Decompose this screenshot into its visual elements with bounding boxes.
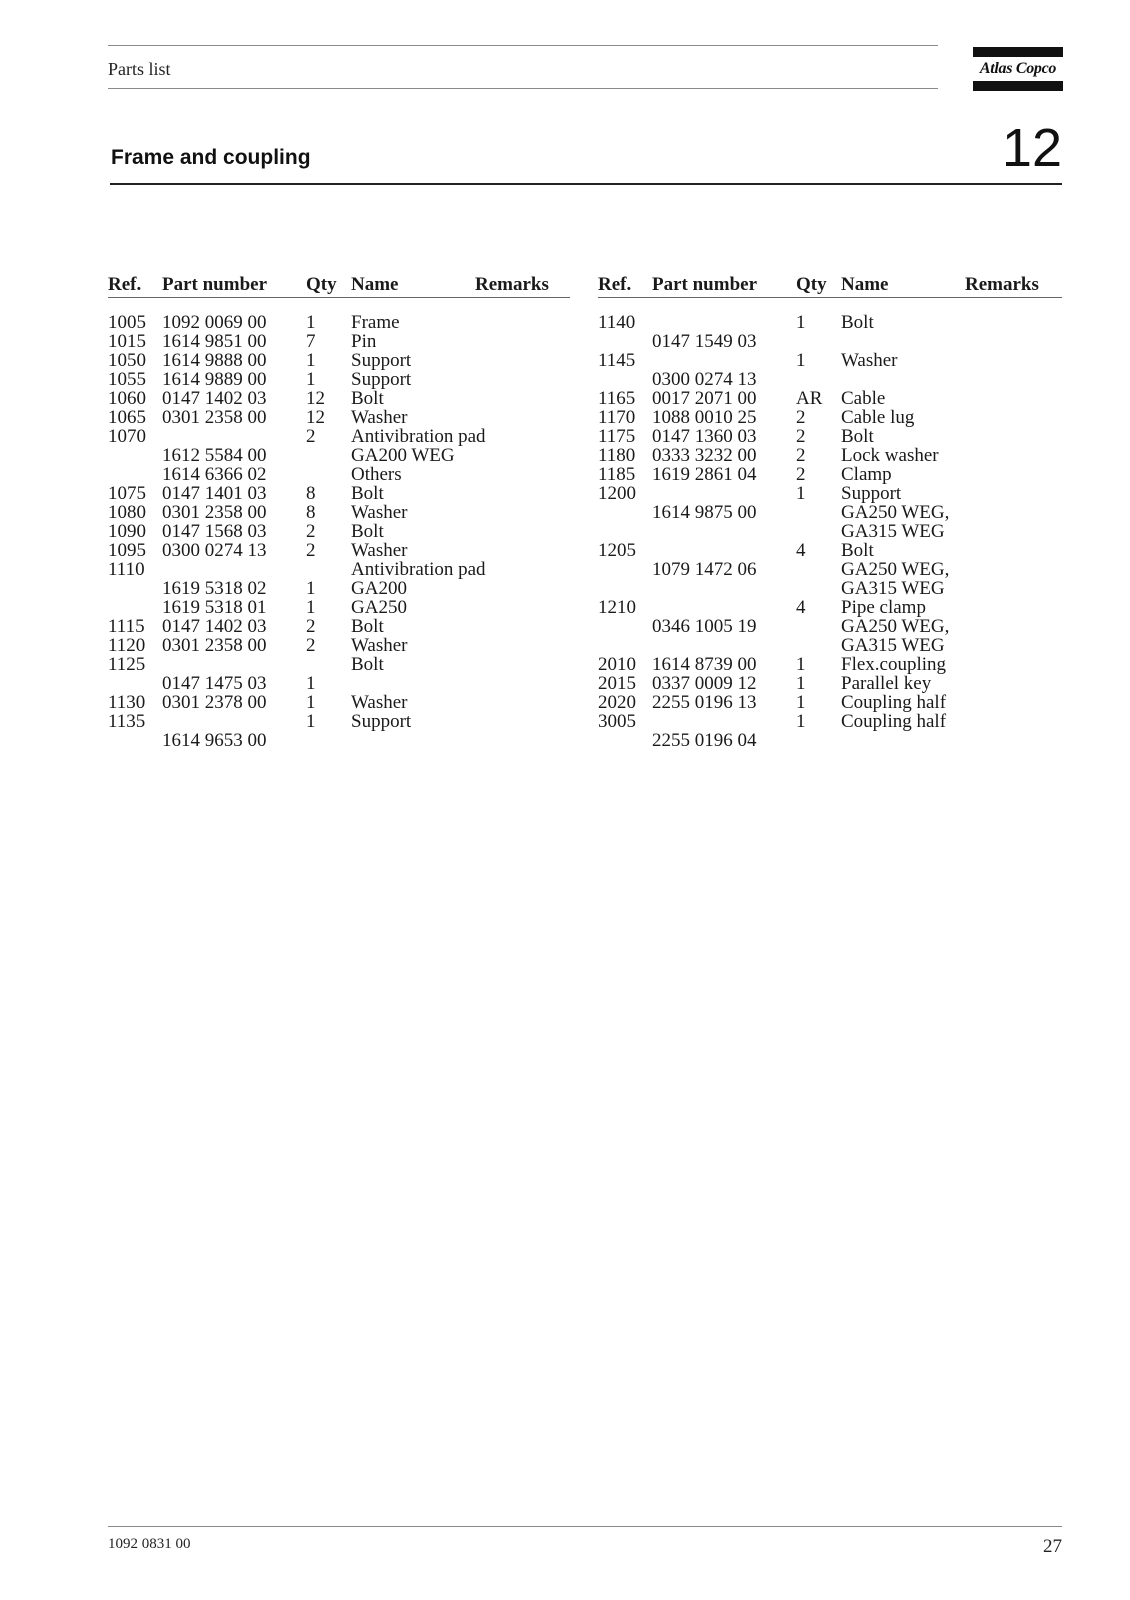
part-number-cell: 0147 1401 03 bbox=[162, 483, 267, 504]
name-cell: GA315 WEG bbox=[841, 521, 945, 542]
right-header-rule bbox=[598, 297, 1062, 298]
name-cell: Bolt bbox=[351, 388, 384, 409]
left-col-part-number: Part number bbox=[162, 274, 268, 295]
qty-cell: 4 bbox=[796, 597, 806, 618]
part-number-cell: 0301 2358 00 bbox=[162, 407, 267, 428]
name-cell: GA250 WEG, bbox=[841, 616, 950, 637]
table-row bbox=[108, 560, 578, 579]
ref-cell: 1125 bbox=[108, 654, 146, 675]
left-col-remarks: Remarks bbox=[475, 274, 549, 295]
ref-cell: 1120 bbox=[108, 635, 146, 656]
right-parts-table bbox=[598, 313, 1068, 750]
name-cell: Pipe clamp bbox=[841, 597, 926, 618]
ref-cell: 1015 bbox=[108, 331, 146, 352]
name-cell: Bolt bbox=[351, 616, 384, 637]
section-title: Frame and coupling bbox=[111, 146, 311, 169]
qty-cell: 1 bbox=[306, 312, 316, 333]
name-cell: GA315 WEG bbox=[841, 578, 945, 599]
part-number-cell: 2255 0196 13 bbox=[652, 692, 757, 713]
qty-cell: 1 bbox=[796, 312, 806, 333]
name-cell: GA250 bbox=[351, 597, 407, 618]
part-number-cell: 0333 3232 00 bbox=[652, 445, 757, 466]
ref-cell: 1065 bbox=[108, 407, 146, 428]
ref-cell: 1180 bbox=[598, 445, 636, 466]
name-cell: GA250 WEG, bbox=[841, 502, 950, 523]
name-cell: Washer bbox=[841, 350, 898, 371]
part-number-cell: 0300 0274 13 bbox=[162, 540, 267, 561]
name-cell: Bolt bbox=[351, 521, 384, 542]
qty-cell: 1 bbox=[796, 654, 806, 675]
qty-cell: 2 bbox=[306, 426, 316, 447]
left-col-qty: Qty bbox=[306, 274, 337, 295]
qty-cell: 12 bbox=[306, 388, 325, 409]
name-cell: Cable lug bbox=[841, 407, 915, 428]
part-number-cell: 0147 1402 03 bbox=[162, 616, 267, 637]
table-row bbox=[598, 503, 1068, 522]
name-cell: Washer bbox=[351, 407, 408, 428]
qty-cell: 1 bbox=[796, 692, 806, 713]
qty-cell: 7 bbox=[306, 331, 316, 352]
name-cell: GA200 WEG bbox=[351, 445, 455, 466]
ref-cell: 1210 bbox=[598, 597, 636, 618]
part-number-cell: 1079 1472 06 bbox=[652, 559, 757, 580]
name-cell: Pin bbox=[351, 331, 377, 352]
qty-cell: 2 bbox=[796, 445, 806, 466]
part-number-cell: 1614 8739 00 bbox=[652, 654, 757, 675]
qty-cell: 2 bbox=[796, 426, 806, 447]
table-row bbox=[108, 693, 578, 712]
table-row bbox=[108, 503, 578, 522]
table-row bbox=[108, 674, 578, 693]
ref-cell: 1075 bbox=[108, 483, 146, 504]
ref-cell: 1175 bbox=[598, 426, 636, 447]
table-row bbox=[108, 598, 578, 617]
left-header-rule bbox=[108, 297, 570, 298]
ref-cell: 1110 bbox=[108, 559, 145, 580]
qty-cell: 1 bbox=[796, 483, 806, 504]
name-cell: Bolt bbox=[841, 426, 874, 447]
table-row bbox=[108, 370, 578, 389]
ref-cell: 3005 bbox=[598, 711, 636, 732]
qty-cell: 8 bbox=[306, 502, 316, 523]
doc-number: 1092 0831 00 bbox=[108, 1536, 191, 1552]
table-row bbox=[108, 636, 578, 655]
name-cell: Clamp bbox=[841, 464, 892, 485]
table-row bbox=[598, 332, 1068, 351]
table-row bbox=[598, 313, 1068, 332]
ref-cell: 1060 bbox=[108, 388, 146, 409]
qty-cell: 1 bbox=[306, 578, 316, 599]
table-row bbox=[598, 598, 1068, 617]
name-cell: Bolt bbox=[841, 312, 874, 333]
qty-cell: 4 bbox=[796, 540, 806, 561]
table-row bbox=[598, 560, 1068, 579]
part-number-cell: 0301 2358 00 bbox=[162, 635, 267, 656]
table-row bbox=[598, 541, 1068, 560]
right-col-remarks: Remarks bbox=[965, 274, 1039, 295]
ref-cell: 2015 bbox=[598, 673, 636, 694]
ref-cell: 1170 bbox=[598, 407, 636, 428]
part-number-cell: 1088 0010 25 bbox=[652, 407, 757, 428]
logo-bottom-bar bbox=[973, 81, 1063, 91]
part-number-cell: 0346 1005 19 bbox=[652, 616, 757, 637]
ref-cell: 1055 bbox=[108, 369, 146, 390]
part-number-cell: 1619 5318 02 bbox=[162, 578, 267, 599]
ref-cell: 1140 bbox=[598, 312, 636, 333]
ref-cell: 1185 bbox=[598, 464, 636, 485]
name-cell: Support bbox=[841, 483, 902, 504]
doc-label: Parts list bbox=[108, 59, 171, 79]
table-row bbox=[108, 313, 578, 332]
header-bottom-rule bbox=[108, 88, 938, 89]
name-cell: Bolt bbox=[351, 483, 384, 504]
table-row bbox=[598, 446, 1068, 465]
table-row bbox=[108, 712, 578, 731]
qty-cell: 1 bbox=[306, 597, 316, 618]
name-cell: Coupling half bbox=[841, 711, 947, 732]
table-row bbox=[598, 427, 1068, 446]
name-cell: Antivibration pad bbox=[351, 426, 486, 447]
ref-cell: 1050 bbox=[108, 350, 146, 371]
right-col-part-number: Part number bbox=[652, 274, 758, 295]
part-number-cell: 0300 0274 13 bbox=[652, 369, 757, 390]
qty-cell: 2 bbox=[796, 464, 806, 485]
part-number-cell: 0147 1475 03 bbox=[162, 673, 267, 694]
name-cell: GA200 bbox=[351, 578, 407, 599]
part-number-cell: 1614 9653 00 bbox=[162, 730, 267, 751]
ref-cell: 1080 bbox=[108, 502, 146, 523]
part-number-cell: 1614 9888 00 bbox=[162, 350, 267, 371]
table-row bbox=[108, 427, 578, 446]
name-cell: Bolt bbox=[351, 654, 384, 675]
logo-top-bar bbox=[973, 47, 1063, 57]
name-cell: GA315 WEG bbox=[841, 635, 945, 656]
qty-cell: 1 bbox=[306, 692, 316, 713]
ref-cell: 1070 bbox=[108, 426, 146, 447]
left-parts-table bbox=[108, 313, 578, 750]
ref-cell: 1130 bbox=[108, 692, 146, 713]
table-row bbox=[108, 655, 578, 674]
table-row bbox=[108, 351, 578, 370]
table-row bbox=[108, 408, 578, 427]
ref-cell: 1145 bbox=[598, 350, 636, 371]
qty-cell: AR bbox=[796, 388, 823, 409]
table-row bbox=[598, 655, 1068, 674]
qty-cell: 2 bbox=[306, 635, 316, 656]
table-row bbox=[108, 731, 578, 750]
table-row bbox=[598, 636, 1068, 655]
table-row bbox=[108, 446, 578, 465]
right-col-name: Name bbox=[841, 274, 889, 295]
left-col-ref: Ref. bbox=[108, 274, 142, 295]
part-number-cell: 1614 6366 02 bbox=[162, 464, 267, 485]
left-col-name: Name bbox=[351, 274, 399, 295]
name-cell: Bolt bbox=[841, 540, 874, 561]
part-number-cell: 1619 5318 01 bbox=[162, 597, 267, 618]
table-row bbox=[108, 522, 578, 541]
header-top-rule bbox=[108, 45, 938, 46]
table-row bbox=[108, 617, 578, 636]
table-row bbox=[108, 541, 578, 560]
ref-cell: 1115 bbox=[108, 616, 145, 637]
brand-name: Atlas Copco bbox=[979, 60, 1057, 77]
section-number: 12 bbox=[1001, 118, 1062, 178]
table-row bbox=[108, 389, 578, 408]
qty-cell: 2 bbox=[306, 521, 316, 542]
brand-logo bbox=[973, 47, 1063, 91]
table-row bbox=[598, 370, 1068, 389]
part-number-cell: 1092 0069 00 bbox=[162, 312, 267, 333]
name-cell: Cable bbox=[841, 388, 886, 409]
table-row bbox=[598, 579, 1068, 598]
ref-cell: 1135 bbox=[108, 711, 146, 732]
qty-cell: 1 bbox=[306, 673, 316, 694]
qty-cell: 1 bbox=[306, 350, 316, 371]
ref-cell: 1205 bbox=[598, 540, 636, 561]
part-number-cell: 0147 1549 03 bbox=[652, 331, 757, 352]
ref-cell: 1165 bbox=[598, 388, 636, 409]
ref-cell: 2020 bbox=[598, 692, 636, 713]
table-row bbox=[598, 351, 1068, 370]
table-row bbox=[598, 674, 1068, 693]
part-number-cell: 1612 5584 00 bbox=[162, 445, 267, 466]
right-col-ref: Ref. bbox=[598, 274, 632, 295]
qty-cell: 1 bbox=[306, 711, 316, 732]
table-row bbox=[108, 465, 578, 484]
table-row bbox=[598, 522, 1068, 541]
qty-cell: 1 bbox=[796, 350, 806, 371]
ref-cell: 1090 bbox=[108, 521, 146, 542]
part-number-cell: 1614 9875 00 bbox=[652, 502, 757, 523]
table-row bbox=[108, 484, 578, 503]
table-row bbox=[598, 408, 1068, 427]
name-cell: Antivibration pad bbox=[351, 559, 486, 580]
qty-cell: 2 bbox=[796, 407, 806, 428]
qty-cell: 8 bbox=[306, 483, 316, 504]
part-number-cell: 1614 9851 00 bbox=[162, 331, 267, 352]
name-cell: Washer bbox=[351, 540, 408, 561]
ref-cell: 1200 bbox=[598, 483, 636, 504]
name-cell: Washer bbox=[351, 692, 408, 713]
table-row bbox=[108, 332, 578, 351]
qty-cell: 2 bbox=[306, 616, 316, 637]
qty-cell: 12 bbox=[306, 407, 325, 428]
name-cell: Washer bbox=[351, 635, 408, 656]
name-cell: Flex.coupling bbox=[841, 654, 947, 675]
name-cell: GA250 WEG, bbox=[841, 559, 950, 580]
name-cell: Lock washer bbox=[841, 445, 939, 466]
ref-cell: 1095 bbox=[108, 540, 146, 561]
qty-cell: 1 bbox=[306, 369, 316, 390]
part-number-cell: 2255 0196 04 bbox=[652, 730, 757, 751]
ref-cell: 1005 bbox=[108, 312, 146, 333]
table-row bbox=[598, 465, 1068, 484]
page-number: 27 bbox=[1043, 1536, 1062, 1557]
name-cell: Support bbox=[351, 711, 412, 732]
title-rule bbox=[110, 183, 1062, 185]
table-row bbox=[598, 731, 1068, 750]
footer-rule bbox=[108, 1526, 1062, 1527]
part-number-cell: 0147 1402 03 bbox=[162, 388, 267, 409]
part-number-cell: 0017 2071 00 bbox=[652, 388, 757, 409]
table-row bbox=[598, 617, 1068, 636]
name-cell: Frame bbox=[351, 312, 400, 333]
name-cell: Support bbox=[351, 350, 412, 371]
qty-cell: 2 bbox=[306, 540, 316, 561]
table-row bbox=[598, 484, 1068, 503]
ref-cell: 2010 bbox=[598, 654, 636, 675]
part-number-cell: 0337 0009 12 bbox=[652, 673, 757, 694]
part-number-cell: 0147 1568 03 bbox=[162, 521, 267, 542]
name-cell: Others bbox=[351, 464, 402, 485]
part-number-cell: 1614 9889 00 bbox=[162, 369, 267, 390]
name-cell: Parallel key bbox=[841, 673, 932, 694]
table-row bbox=[598, 693, 1068, 712]
part-number-cell: 0301 2378 00 bbox=[162, 692, 267, 713]
qty-cell: 1 bbox=[796, 673, 806, 694]
table-row bbox=[598, 712, 1068, 731]
table-row bbox=[598, 389, 1068, 408]
part-number-cell: 0147 1360 03 bbox=[652, 426, 757, 447]
qty-cell: 1 bbox=[796, 711, 806, 732]
name-cell: Support bbox=[351, 369, 412, 390]
part-number-cell: 1619 2861 04 bbox=[652, 464, 757, 485]
name-cell: Coupling half bbox=[841, 692, 947, 713]
table-row bbox=[108, 579, 578, 598]
right-col-qty: Qty bbox=[796, 274, 827, 295]
part-number-cell: 0301 2358 00 bbox=[162, 502, 267, 523]
name-cell: Washer bbox=[351, 502, 408, 523]
